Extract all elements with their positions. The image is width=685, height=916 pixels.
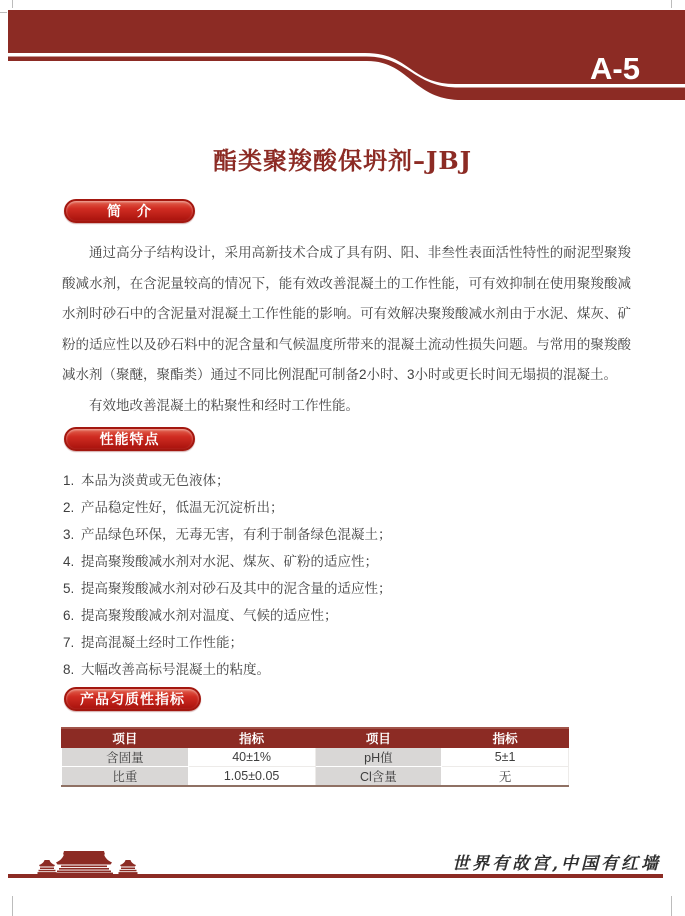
list-item [63, 602, 625, 629]
section-badge-features [64, 427, 195, 451]
list-item-number: 6. [63, 608, 75, 623]
page-code-label: A-5 [590, 51, 640, 86]
palace-silhouette-icon [33, 851, 143, 874]
intro-paragraph: 通过高分子结构设计，采用高新技术合成了具有阴、阳、非叁性表面活性特性的耐泥型聚羧酸减水剂，在含泥量较高的情况下，能有效改善混凝土的工作性能，可有效抑制在使用聚羧酸减水剂时砂石中的含泥量对混凝土工作性能的影响。可有效解决聚羧酸减水剂由于水泥、煤灰、矿粉的适应性以及砂石料中的泥含量和气候温度所带来的混凝土流动性损失问题。与常用的聚羧酸减水剂（聚醚，聚酯类）通过不同比例混配可制备2小时、3小时或更长时间无塌损的混凝土。 [62, 245, 631, 382]
list-item [63, 548, 625, 575]
list-item-number: 4. [63, 554, 75, 569]
list-item [63, 521, 625, 548]
list-item-number: 7. [63, 635, 75, 650]
section-badge-homogeneity [64, 687, 201, 711]
header-banner [0, 0, 685, 105]
table-cell: 40±1% [188, 748, 315, 767]
list-item-text: 提高聚羧酸减水剂对砂石及其中的泥含量的适应性； [81, 581, 392, 596]
list-item-text: 提高聚羧酸减水剂对温度、气候的适应性； [81, 608, 338, 623]
list-item-number: 1. [63, 473, 75, 488]
table-cell: pH值 [315, 748, 442, 767]
list-item-text: 产品稳定性好，低温无沉淀析出； [81, 500, 284, 515]
list-item [63, 656, 625, 683]
table-cell: 1.05±0.05 [188, 767, 315, 787]
list-item [63, 467, 625, 494]
list-item-text: 本品为淡黄或无色液体； [81, 473, 230, 488]
section-badge-homogeneity-label: 产品匀质性指标 [80, 691, 185, 707]
table-cell: 5±1 [442, 748, 569, 767]
page-title: 酯类聚羧酸保坍剂–JBJ [213, 146, 472, 175]
table-header-cell: 指标 [442, 728, 569, 748]
crop-mark [12, 896, 13, 916]
list-item-text: 提高混凝土经时工作性能； [81, 635, 243, 650]
list-item-text: 产品绿色环保，无毒无害，有利于制备绿色混凝土； [81, 527, 392, 542]
list-item-number: 5. [63, 581, 75, 596]
intro-text [62, 238, 631, 421]
footer-slogan: 世界有故宫,中国有红墙 [452, 854, 661, 874]
list-item-number: 8. [63, 662, 75, 677]
table-cell: 无 [442, 767, 569, 787]
table-row [62, 748, 569, 767]
table-header-row [62, 728, 569, 748]
section-badge-intro-label: 简 介 [107, 203, 152, 219]
list-item-number: 3. [63, 527, 75, 542]
table-cell: 含固量 [62, 748, 189, 767]
list-item-number: 2. [63, 500, 75, 515]
homogeneity-table [61, 727, 569, 787]
table-header-cell: 项目 [315, 728, 442, 748]
footer-rule [8, 874, 663, 878]
table-cell: 比重 [62, 767, 189, 787]
table-row [62, 767, 569, 787]
intro-paragraph: 有效地改善混凝土的粘聚性和经时工作性能。 [89, 397, 359, 413]
list-item [63, 494, 625, 521]
list-item [63, 575, 625, 602]
crop-mark [671, 896, 672, 916]
table-cell: Cl含量 [315, 767, 442, 787]
list-item [63, 629, 625, 656]
table-header-cell: 项目 [62, 728, 189, 748]
section-badge-features-label: 性能特点 [99, 431, 160, 447]
features-list [63, 467, 625, 683]
list-item-text: 大幅改善高标号混凝土的粘度。 [81, 662, 270, 677]
table-header-cell: 指标 [188, 728, 315, 748]
section-badge-intro [64, 199, 195, 223]
list-item-text: 提高聚羧酸减水剂对水泥、煤灰、矿粉的适应性； [81, 554, 378, 569]
